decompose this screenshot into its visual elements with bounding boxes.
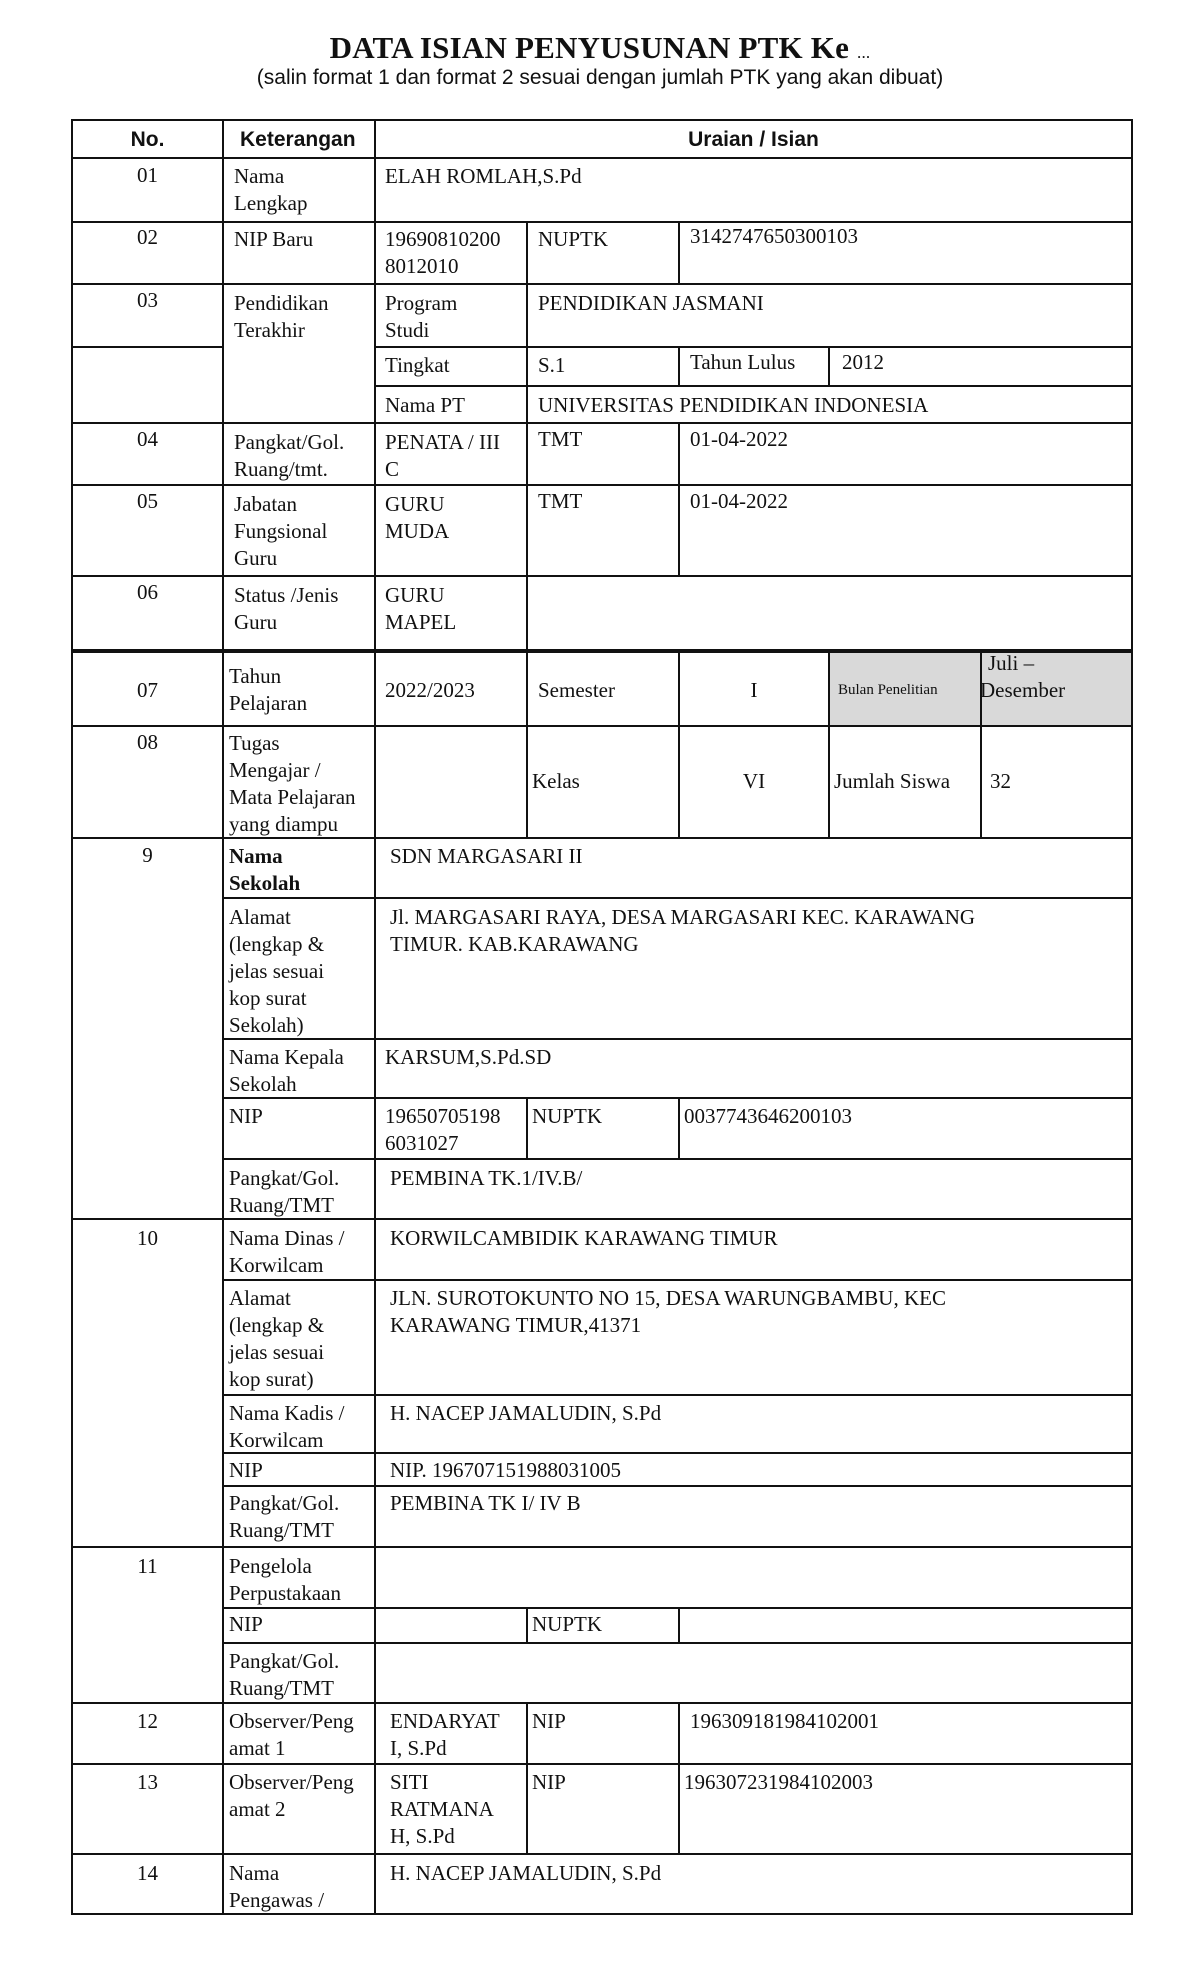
value-nama-sekolah: SDN MARGASARI II [390, 844, 583, 868]
value-nama-pengawas: H. NACEP JAMALUDIN, S.Pd [390, 1861, 662, 1885]
value-semester: I [750, 678, 758, 702]
label-alamat-sekolah: Alamat (lengkap & jelas sesuai kop surat Sekolah) [229, 905, 325, 1037]
title-dots: ... [857, 43, 871, 62]
label-nip-baru: NIP Baru [234, 227, 314, 251]
label-nama-kadis: Nama Kadis / Korwilcam [229, 1401, 345, 1452]
value-program-studi: PENDIDIKAN JASMANI [538, 291, 764, 315]
label-pangkat: Pangkat/Gol. Ruang/tmt. [234, 430, 345, 481]
label-pengelola-perpustakaan: Pengelola Perpustakaan [229, 1554, 341, 1605]
col-header-keterangan: Keterangan [240, 128, 356, 151]
value-nip: 196307231984102003 [684, 1770, 873, 1794]
value-pangkat: PENATA / III C [385, 430, 500, 481]
value-tmt: 01-04-2022 [690, 427, 788, 451]
value-nama-kadis: H. NACEP JAMALUDIN, S.Pd [390, 1401, 662, 1425]
label-alamat-dinas: Alamat (lengkap & jelas sesuai kop surat) [229, 1286, 325, 1391]
label-nip: NIP [532, 1770, 566, 1794]
label-pangkat-gol: Pangkat/Gol. Ruang/TMT [229, 1491, 340, 1542]
label-nip: NIP [229, 1104, 263, 1128]
value-tahun-pelajaran: 2022/2023 [385, 678, 475, 702]
label-pangkat-gol: Pangkat/Gol. Ruang/TMT [229, 1649, 340, 1700]
row-no: 11 [137, 1554, 158, 1578]
label-nip: NIP [532, 1709, 566, 1733]
label-pendidikan-terakhir: Pendidikan Terakhir [234, 291, 329, 342]
value-pangkat-gol: PEMBINA TK.1/IV.B/ [390, 1166, 583, 1190]
row-no: 12 [137, 1709, 158, 1733]
title-text: DATA ISIAN PENYUSUNAN PTK Ke [329, 30, 850, 65]
label-status-jenis-guru: Status /Jenis Guru [234, 583, 339, 634]
col-header-uraian: Uraian / Isian [688, 128, 819, 151]
value-bulan-penelitian: Juli – Desember [980, 651, 1066, 702]
row-no: 9 [142, 843, 153, 867]
value-tingkat: S.1 [538, 353, 566, 377]
value-tmt: 01-04-2022 [690, 489, 788, 513]
label-jabatan-fungsional: Jabatan Fungsional Guru [234, 492, 328, 570]
value-jumlah-siswa: 32 [990, 769, 1011, 793]
row-no: 07 [137, 678, 158, 702]
value-alamat-dinas: JLN. SUROTOKUNTO NO 15, DESA WARUNGBAMBU, KEC KARAWANG TIMUR,41371 [390, 1286, 946, 1337]
label-nama-dinas: Nama Dinas / Korwilcam [229, 1226, 345, 1277]
value-pangkat-gol: PEMBINA TK I/ IV B [390, 1491, 581, 1515]
label-pangkat-gol: Pangkat/Gol. Ruang/TMT [229, 1166, 340, 1217]
row-no: 03 [137, 288, 158, 312]
label-nip: NIP [229, 1458, 263, 1482]
label-nama-kepala-sekolah: Nama Kepala Sekolah [229, 1045, 344, 1096]
row-no: 02 [137, 225, 158, 249]
label-tingkat: Tingkat [385, 353, 450, 377]
label-observer-2: Observer/Peng amat 2 [229, 1770, 354, 1821]
label-bulan-penelitian: Bulan Penelitian [838, 682, 938, 698]
value-alamat-sekolah: Jl. MARGASARI RAYA, DESA MARGASARI KEC. KARAWANG TIMUR. KAB.KARAWANG [390, 905, 976, 956]
value-nama-pt: UNIVERSITAS PENDIDIKAN INDONESIA [538, 393, 929, 417]
value-nuptk: 3142747650300103 [690, 224, 858, 248]
label-tmt: TMT [538, 489, 583, 513]
value-nama-dinas: KORWILCAMBIDIK KARAWANG TIMUR [390, 1226, 778, 1250]
row-no: 04 [137, 427, 158, 451]
row-no: 08 [137, 730, 158, 754]
label-jumlah-siswa: Jumlah Siswa [834, 769, 951, 793]
col-header-no: No. [130, 128, 165, 151]
row-no: 05 [137, 489, 158, 513]
row-no: 01 [137, 163, 158, 187]
value-nip: 196309181984102001 [690, 1709, 879, 1733]
value-jabatan: GURU MUDA [385, 492, 450, 543]
label-kelas: Kelas [532, 769, 580, 793]
page-subtitle: (salin format 1 dan format 2 sesuai dengan jumlah PTK yang akan dibuat) [256, 66, 944, 89]
label-nama-lengkap: Nama Lengkap [234, 164, 308, 215]
row-no: 10 [137, 1226, 158, 1250]
label-tahun-lulus: Tahun Lulus [690, 350, 796, 374]
label-nip: NIP [229, 1612, 263, 1636]
label-tmt: TMT [538, 427, 583, 451]
row-no: 06 [137, 580, 158, 604]
row-no: 13 [137, 1770, 158, 1794]
label-nama-pt: Nama PT [385, 393, 465, 417]
label-nama-sekolah: Nama Sekolah [229, 844, 301, 895]
value-nip: NIP. 196707151988031005 [390, 1458, 622, 1482]
value-nama-kepala-sekolah: KARSUM,S.Pd.SD [385, 1045, 552, 1069]
value-status: GURU MAPEL [385, 583, 457, 634]
label-nama-pengawas: Nama Pengawas / [229, 1861, 325, 1912]
row-no: 14 [137, 1861, 158, 1885]
value-nuptk: 0037743646200103 [684, 1104, 852, 1128]
value-tahun-lulus: 2012 [842, 350, 884, 374]
value-observer-1: ENDARYAT I, S.Pd [390, 1709, 500, 1760]
label-tahun-pelajaran: Tahun Pelajaran [229, 664, 308, 715]
label-observer-1: Observer/Peng amat 1 [229, 1709, 354, 1760]
page-title [0, 30, 1200, 66]
label-tugas-mengajar: Tugas Mengajar / Mata Pelajaran yang diampu [229, 731, 356, 836]
value-nip-baru: 19690810200 8012010 [385, 227, 501, 278]
label-nuptk: NUPTK [532, 1104, 603, 1128]
label-nuptk: NUPTK [538, 227, 609, 251]
label-nuptk: NUPTK [532, 1612, 603, 1636]
value-nama-lengkap: ELAH ROMLAH,S.Pd [385, 164, 582, 188]
value-kelas: VI [742, 769, 766, 793]
value-observer-2: SITI RATMANA H, S.Pd [390, 1770, 494, 1848]
label-semester: Semester [538, 678, 615, 702]
label-program-studi: Program Studi [385, 291, 458, 342]
value-nip: 19650705198 6031027 [385, 1104, 501, 1155]
